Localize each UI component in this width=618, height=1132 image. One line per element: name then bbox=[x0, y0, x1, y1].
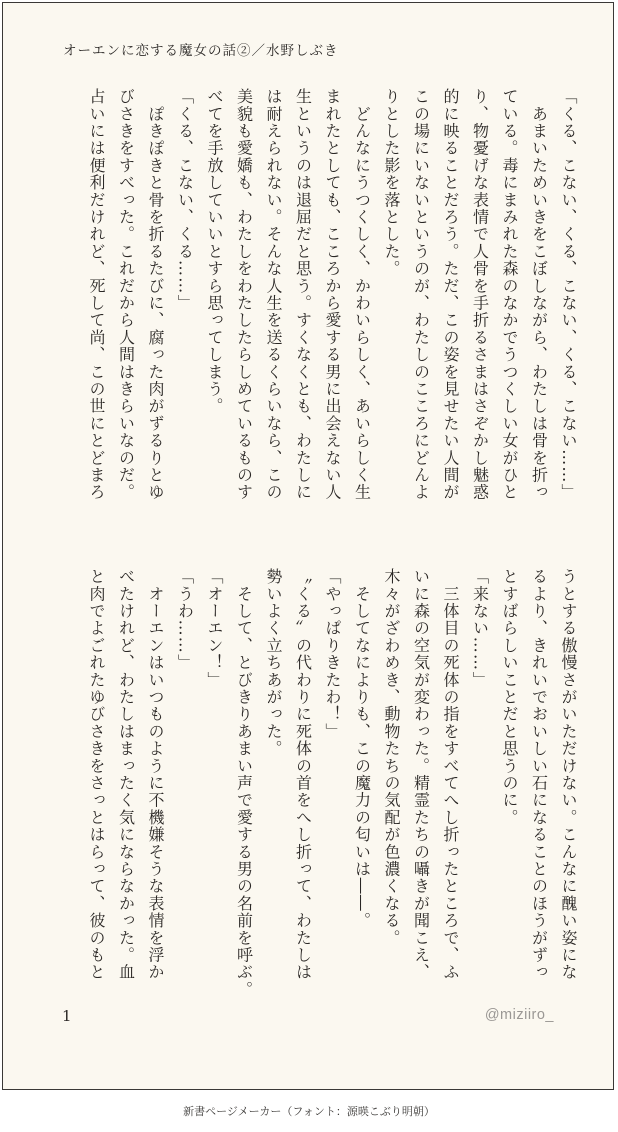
text-line: まれたとしても、こころから愛する男に出会えない人 bbox=[323, 88, 342, 501]
text-line: ぽきぽきと骨を折るたびに、腐った肉がずるりとゆ bbox=[146, 88, 165, 501]
text-line: ている。毒にまみれた森のなかでうつくしい女がひと bbox=[500, 88, 519, 501]
text-line: 「うわ……」 bbox=[175, 568, 195, 672]
text-line: 占いには便利だけれど、死して尚、この世にとどまろ bbox=[87, 88, 106, 501]
text-line: りとした影を落とした。 bbox=[382, 88, 401, 278]
text-line: オーエンはいつものように不機嫌そうな表情を浮か bbox=[146, 568, 165, 981]
book-page bbox=[2, 2, 614, 1090]
text-line: この場にいないというのが、わたしのこころにどんよ bbox=[411, 88, 431, 501]
text-line: あまいためいきをこぼしながら、わたしは骨を折っ bbox=[529, 88, 549, 501]
text-line: べたけれど、わたしはまったく気にならなかった。血 bbox=[116, 568, 136, 981]
text-line: 的に映ることだろう。ただ、この姿を見せたい人間が bbox=[441, 88, 460, 501]
text-line: 三体目の死体の指をすべてへし折ったところで、ふ bbox=[441, 568, 460, 981]
text-line: 〝くる〟の代わりに死体の首をへし折って、わたしは bbox=[293, 568, 313, 981]
author-credit: @miziiro_ bbox=[484, 1007, 554, 1023]
upper-text-column bbox=[82, 88, 584, 523]
text-line: は耐えられない。そんな人生を送るくらいなら、この bbox=[264, 88, 283, 501]
text-line: そして、とびきりあまい声で愛する男の名前を呼ぶ。 bbox=[234, 568, 254, 998]
text-line: 「くる、こない、くる……」 bbox=[175, 88, 195, 312]
text-line: 生というのは退屈だと思う。すくなくとも、わたしに bbox=[293, 88, 313, 501]
text-line: と肉でよごれたゆびさきをさっとはらって、彼のもと bbox=[87, 568, 106, 981]
text-line: り、物憂げな表情で人骨を手折るさまはさぞかし魅惑 bbox=[470, 88, 490, 501]
text-line: 「くる、こない、くる、こない、くる、こない……」 bbox=[559, 88, 578, 501]
text-line: 木々がざわめき、動物たちの気配が色濃くなる。 bbox=[382, 568, 401, 947]
page-title: オーエンに恋する魔女の話②／水野しぶき bbox=[63, 43, 339, 59]
text-line: べてを手放していいとすら思ってしまう。 bbox=[205, 88, 224, 415]
text-line: るより、きれいでおいしい石になることのほうがずっ bbox=[529, 568, 549, 981]
text-line: 美貌も愛嬌も、わたしをわたしたらしめているものす bbox=[234, 88, 254, 501]
lower-text-column bbox=[82, 568, 584, 998]
text-line: 「来ない……」 bbox=[470, 568, 490, 689]
text-line: うとする傲慢さがいただけない。こんなに醜い姿にな bbox=[559, 568, 578, 981]
text-line: びさきをすべった。これだから人間はきらいなのだ。 bbox=[116, 88, 136, 501]
text-line: どんなにうつくしく、かわいらしく、あいらしく生 bbox=[352, 88, 372, 501]
generator-caption: 新書ページメーカー（フォント：源暎こぶり明朝） bbox=[183, 1105, 435, 1118]
text-line: 「やっぱりきたわ！」 bbox=[323, 568, 342, 740]
text-line: そしてなによりも、この魔力の匂いは――。 bbox=[352, 568, 372, 930]
text-line: 「オーエン！」 bbox=[205, 568, 224, 689]
text-line: 勢いよく立ちあがった。 bbox=[264, 568, 283, 758]
text-line: とすばらしいことだと思うのに。 bbox=[500, 568, 519, 826]
page-number: 1 bbox=[62, 1007, 72, 1025]
text-line: いに森の空気が変わった。精霊たちの囁きが聞こえ、 bbox=[411, 568, 431, 981]
